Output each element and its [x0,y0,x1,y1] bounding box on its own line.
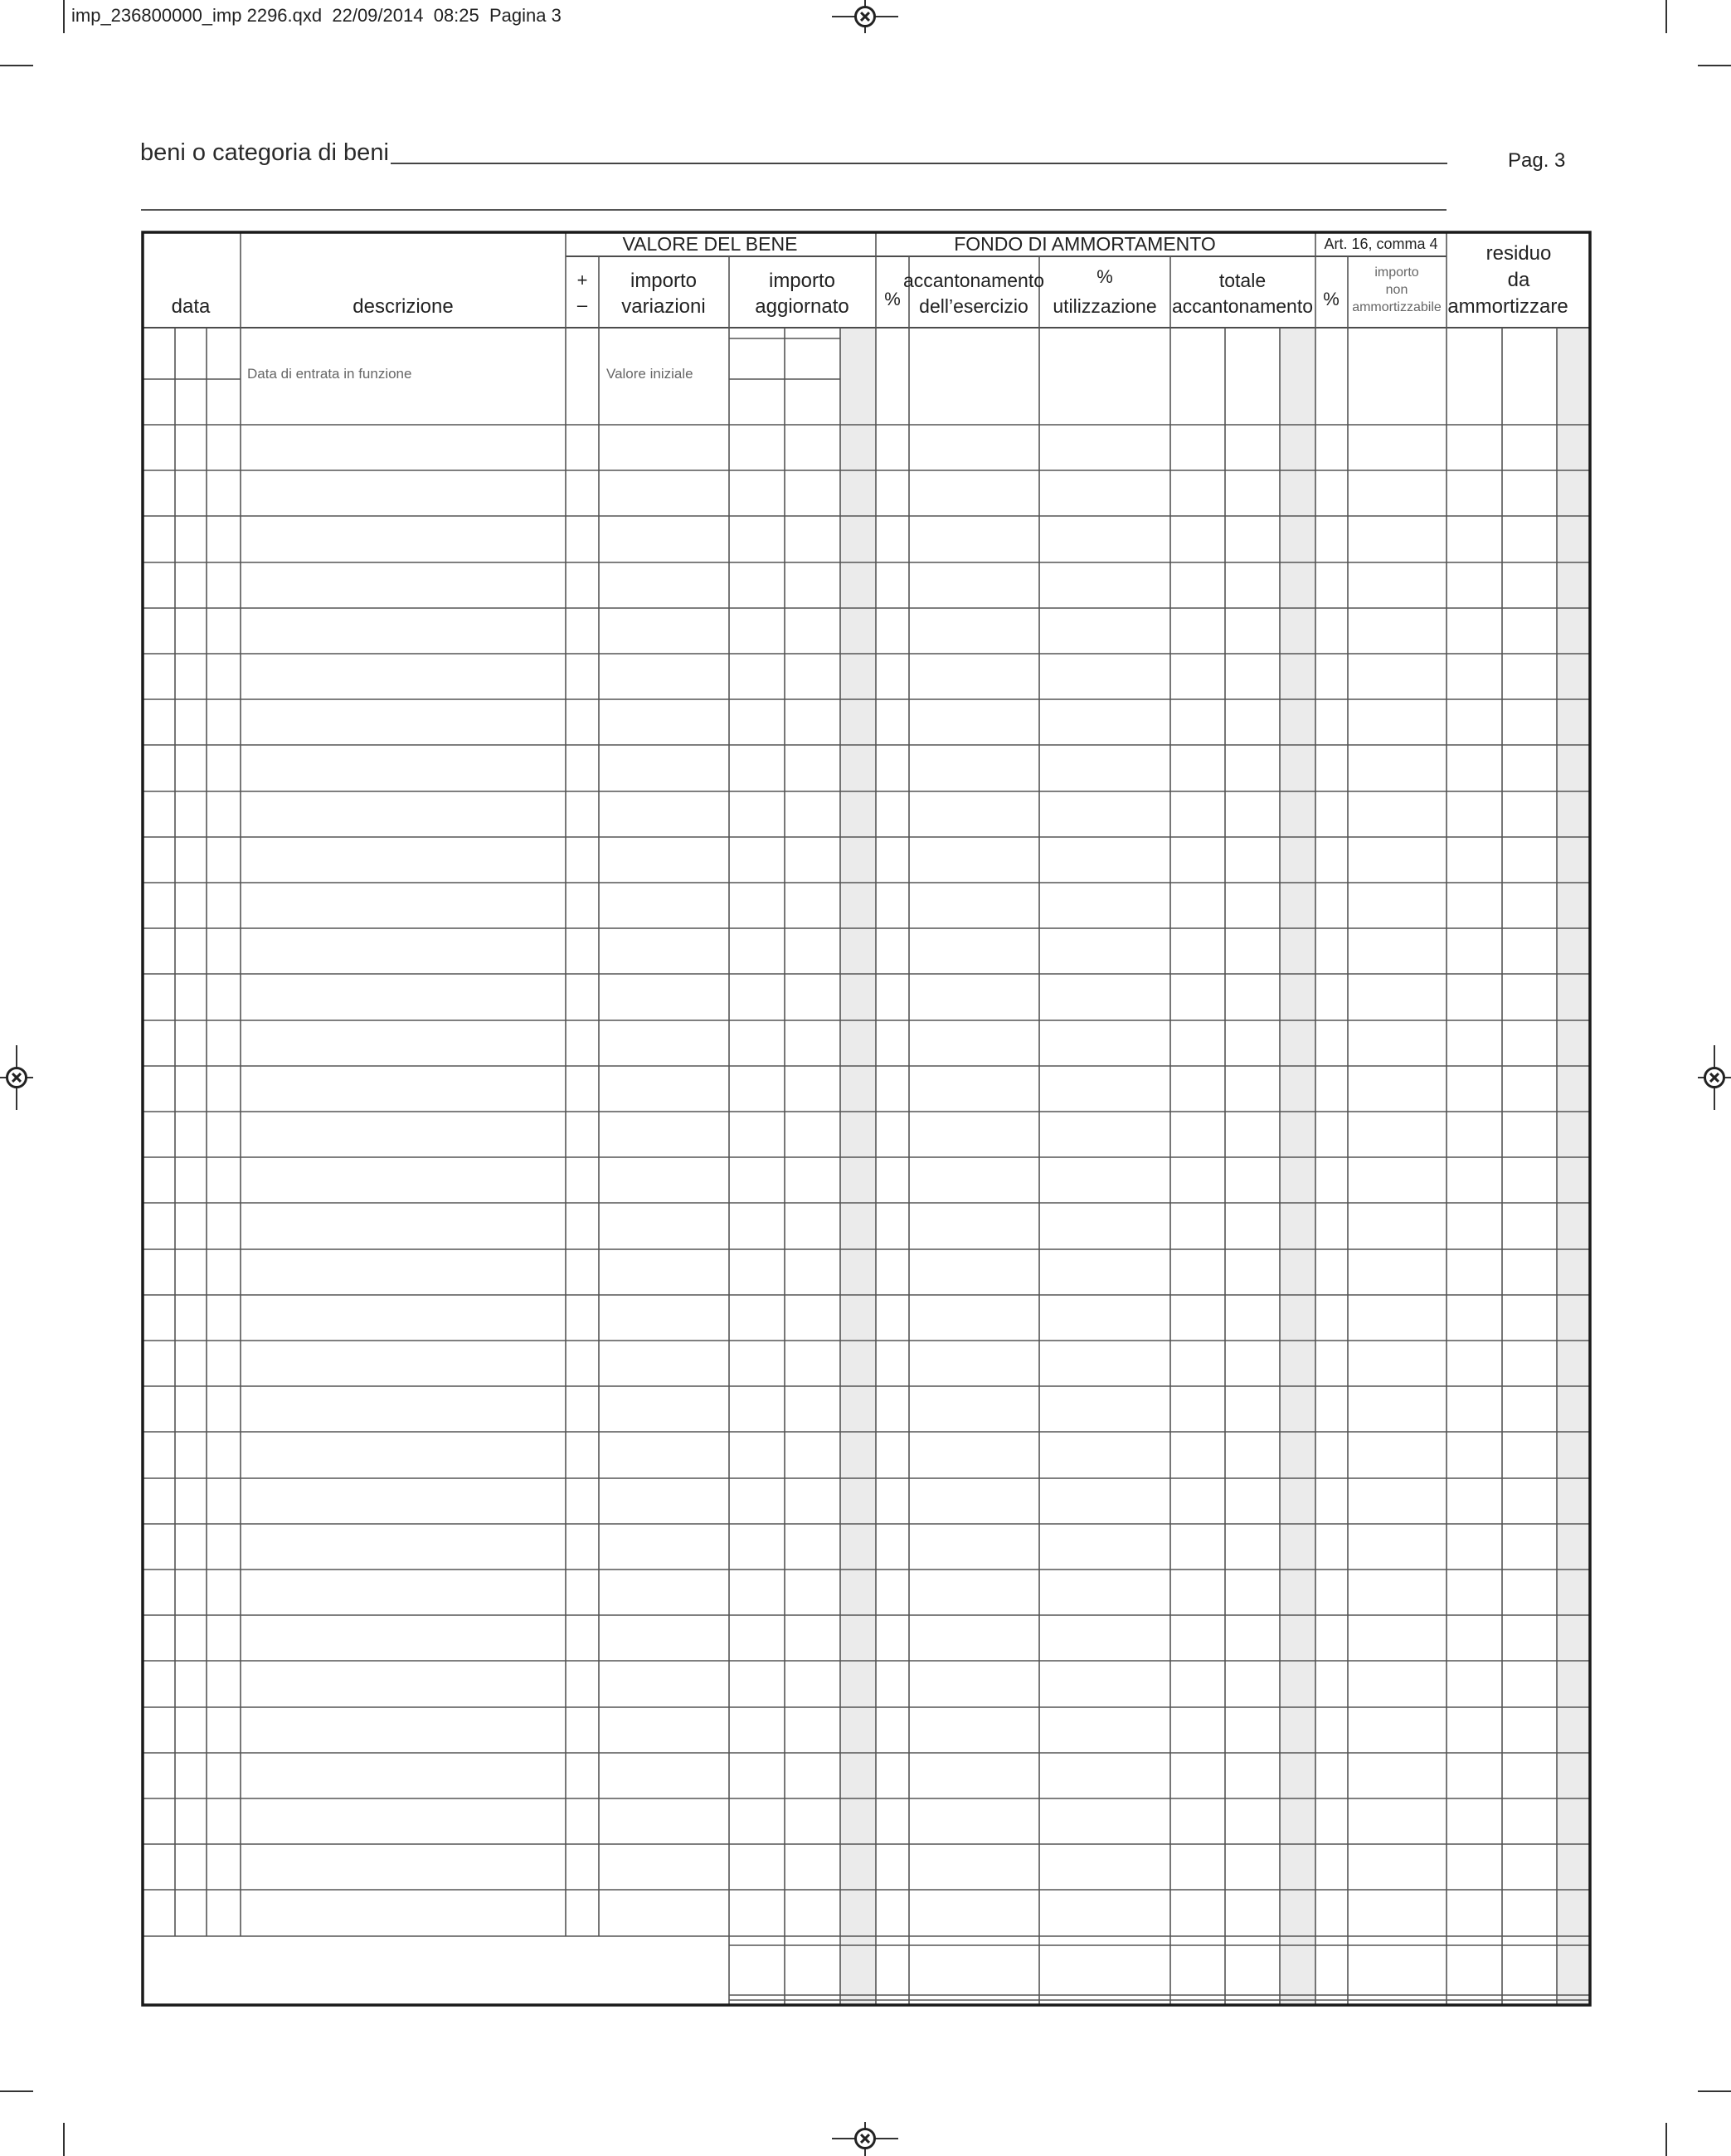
hint-valore-iniziale: Valore iniziale [606,366,693,382]
col-utilizzazione-pct: % [1096,266,1113,287]
col-residuo-3: ammortizzare [1447,295,1568,318]
col-importo-aggiornato: importo [768,270,836,292]
col-totale: totale [1218,270,1267,291]
col-data: data [171,295,211,318]
slug-date: 22/09/2014 [332,5,424,26]
col-utilizzazione: utilizzazione [1053,295,1157,317]
col-non-ammortizzabile: importo [1374,265,1419,280]
slug-page: Pagina 3 [489,5,562,26]
col-importo-variazioni: importo [630,270,698,292]
col-minus: – [576,294,588,315]
col-descrizione: descrizione [353,295,454,318]
col-non-ammortizzabile-3: ammortizzabile [1352,300,1442,314]
header-valore-del-bene: VALORE DEL BENE [622,233,798,255]
col-plus: + [576,270,588,290]
page-number: Pag. 3 [1508,149,1566,172]
col-percent-2: % [1323,289,1340,309]
header-fondo-ammortamento: FONDO DI AMMORTAMENTO [954,233,1216,255]
slug-file: imp_236800000_imp 2296.qxd [71,5,323,26]
col-importo-variazioni-2: variazioni [621,295,706,318]
col-totale-2: accantonamento [1171,295,1314,317]
col-importo-aggiornato-2: aggiornato [755,295,849,318]
slug-time: 08:25 [433,5,479,26]
hint-entrata-in-funzione: Data di entrata in funzione [247,366,412,382]
col-residuo-2: da [1507,269,1530,291]
col-non-ammortizzabile-2: non [1385,283,1408,297]
header-art16: Art. 16, comma 4 [1324,236,1438,252]
page-title: beni o categoria di beni [140,139,389,166]
col-percent-1: % [884,289,901,309]
col-accantonamento: accantonamento [902,270,1045,291]
col-accantonamento-2: dell’esercizio [919,295,1028,317]
col-residuo: residuo [1485,242,1552,265]
